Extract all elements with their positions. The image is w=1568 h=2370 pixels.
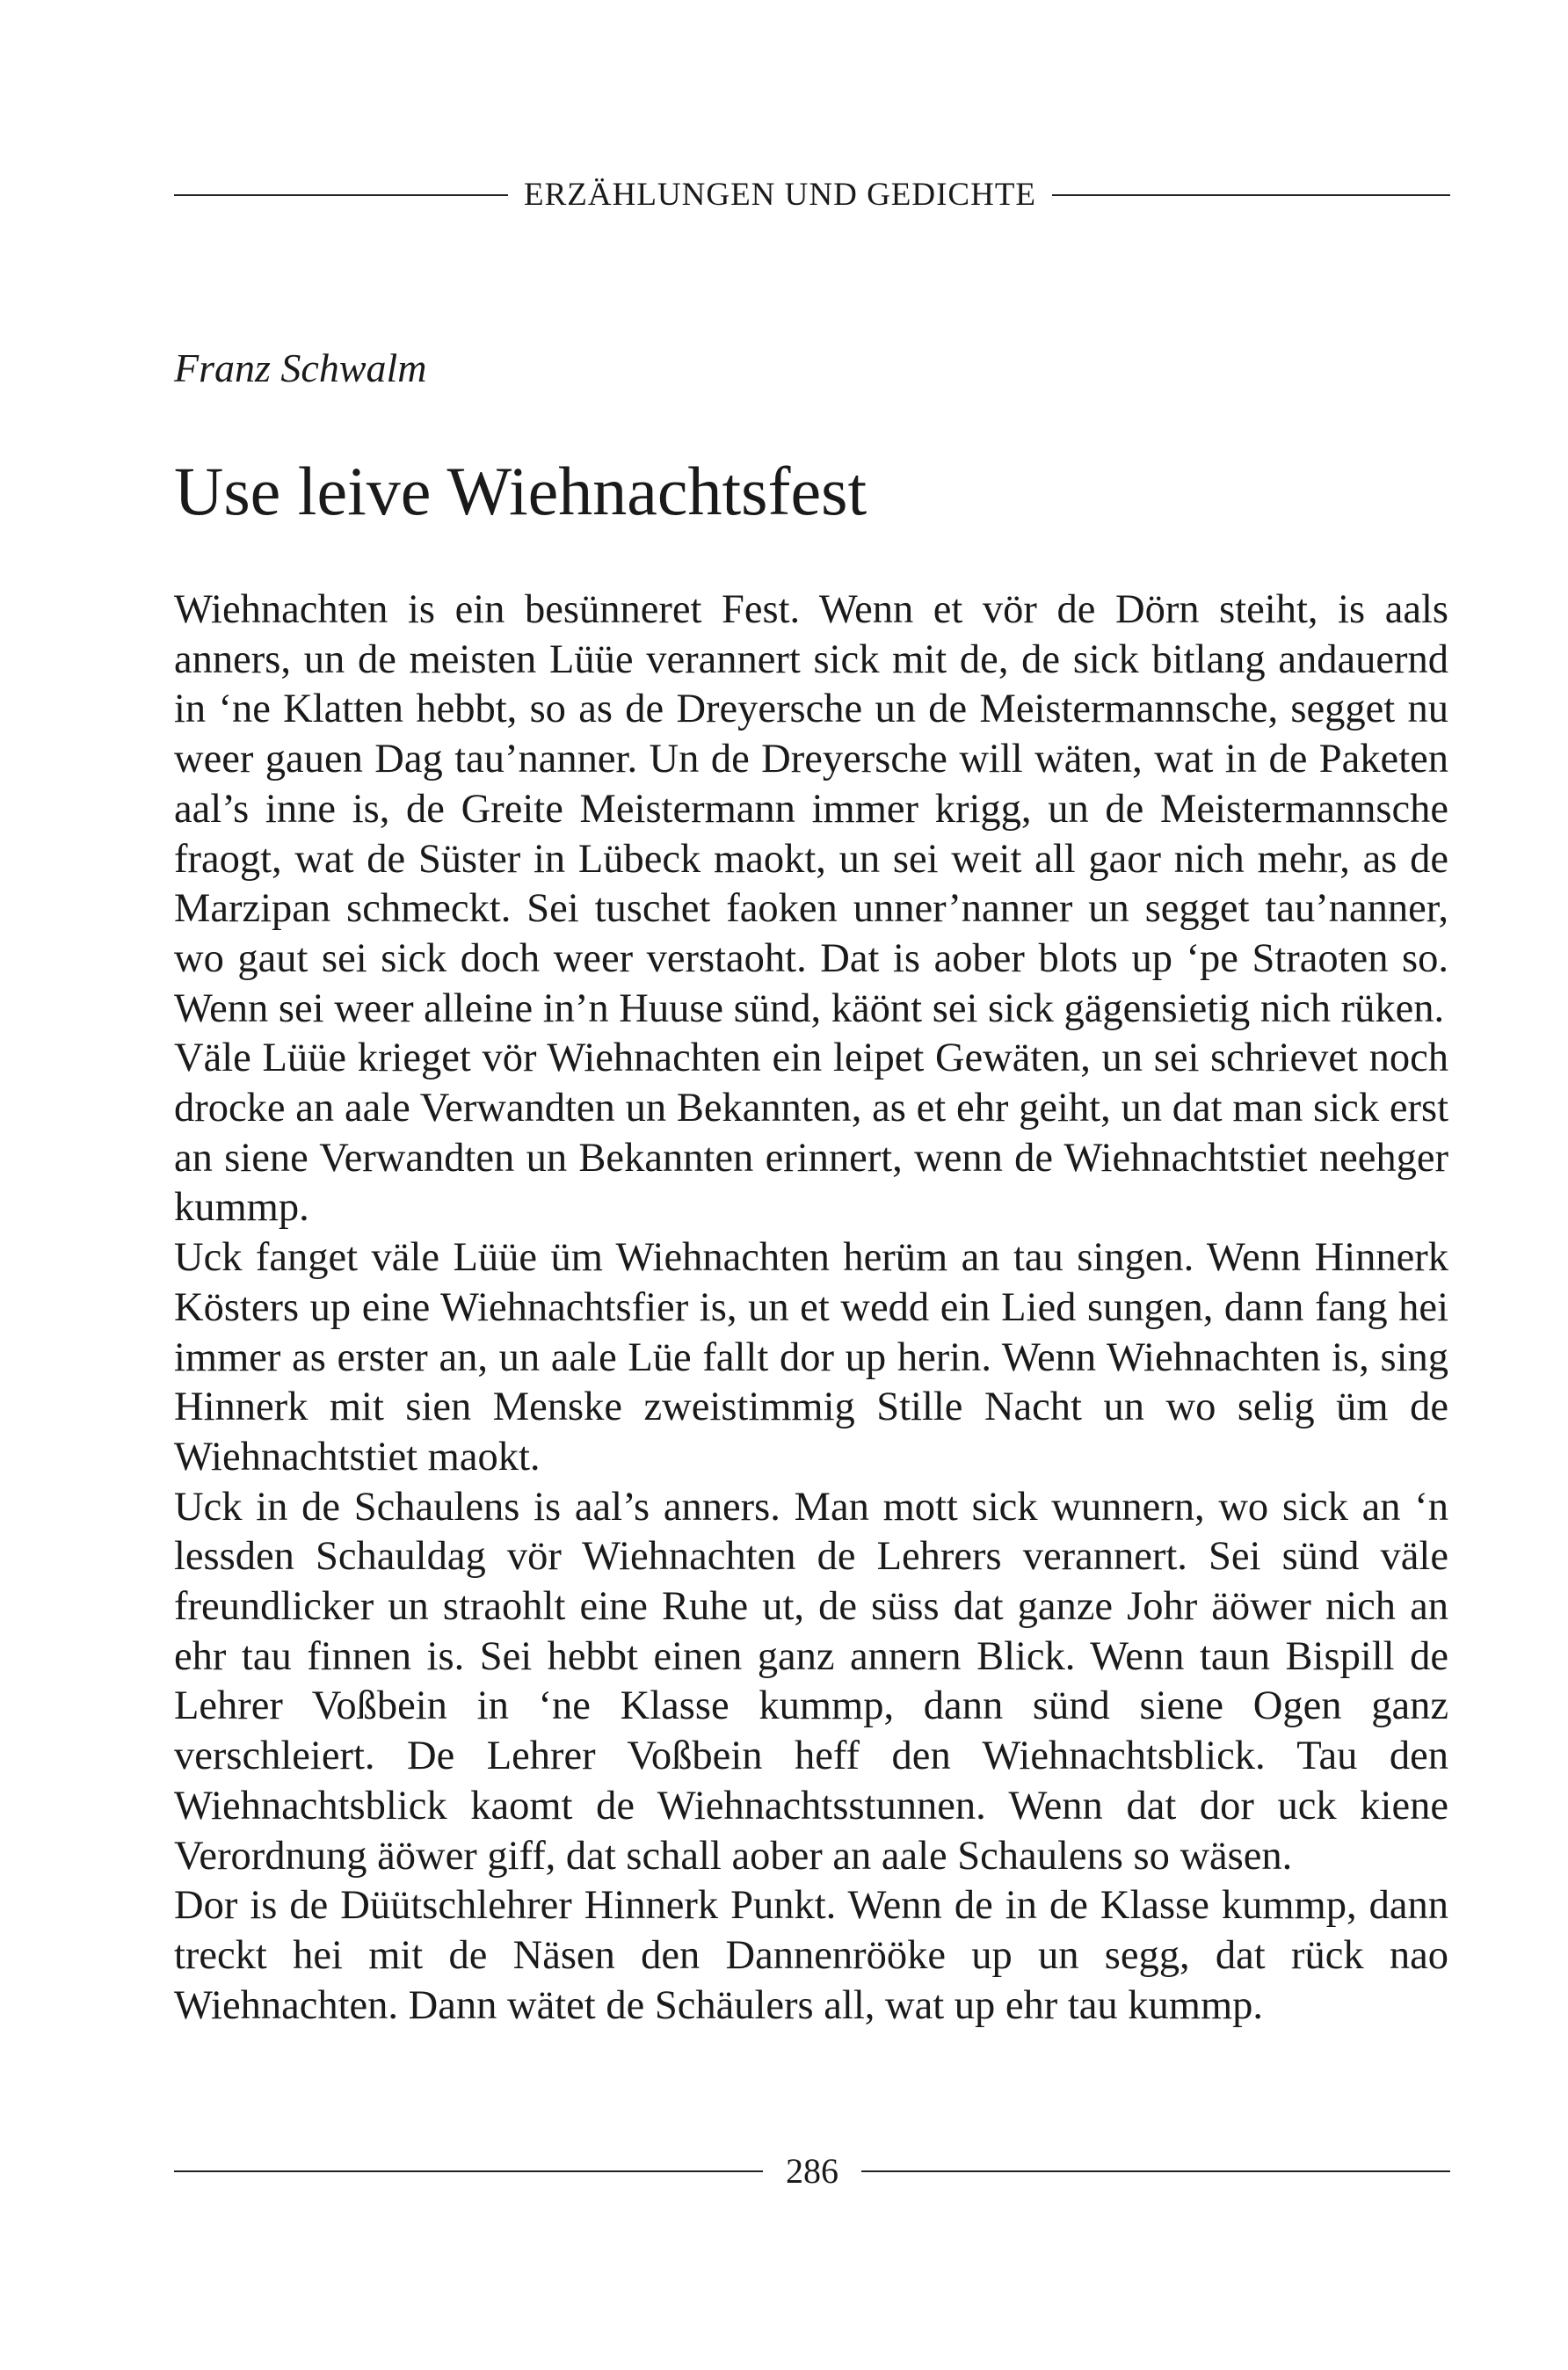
paragraph: Uck in de Schaulens is aal’s anners. Man mott sick wunnern, wo sick an ‘n lessden Schauldag vör Wiehnachten de Lehrers verannert. Sei sünd väle freundlicker un straohlt eine Ruhe ut, de süss dat ganze Johr äöwer nich an ehr tau finnen is. Sei hebbt einen ganz annern Blick. Wenn taun Bispill de Lehrer Voßbein in ‘ne Klasse kummp, dann sünd siene Ogen ganz verschleiert. De Lehrer Voßbein heff den Wiehnachtsblick. Tau den Wiehnachtsblick kaomt de Wiehnachtsstunnen. Wenn dat dor uck kiene Verordnung äöwer giff, dat schall aober an aale Schaulens so wäsen.: [174, 1484, 1448, 1879]
article-title: Use leive Wiehnachtsfest: [174, 453, 867, 529]
header-rule-left: [174, 194, 508, 196]
paragraph: Väle Lüüe krieget vör Wiehnachten ein leipet Gewäten, un sei schrievet noch drocke an aale Verwandten un Bekannten, as et ehr geiht, un dat man sick erst an siene Verwandten un Bekannten erinnert, wenn de Wiehnachtstiet neehger kummp.: [174, 1036, 1448, 1231]
footer-rule-left: [174, 2170, 763, 2172]
author-name: Franz Schwalm: [174, 345, 427, 390]
page-footer: [174, 2150, 1450, 2192]
running-title: ERZÄHLUNGEN UND GEDICHTE: [524, 177, 1037, 213]
article-body: [174, 585, 1448, 2031]
paragraph: Dor is de Düütschlehrer Hinnerk Punkt. Wenn de in de Klasse kummp, dann treckt hei mit de Näsen den Dannenrööke up un segg, dat rück nao Wiehnachten. Dann wätet de Schäulers all, wat up ehr tau kummp.: [174, 1883, 1448, 2028]
running-header: [174, 176, 1450, 214]
paragraph: Wiehnachten is ein besünneret Fest. Wenn et vör de Dörn steiht, is aals anners, un de meisten Lüüe verannert sick mit de, de sick bitlang andauernd in ‘ne Klatten hebbt, so as de Dreyersche un de Meistermannsche, segget nu weer gauen Dag tau’nanner. Un de Dreyersche will wäten, wat in de Paketen aal’s inne is, de Greite Meistermann immer krigg, un de Meistermannsche fraogt, wat de Süster in Lübeck maokt, un sei weit all gaor nich mehr, as de Marzipan schmeckt. Sei tuschet faoken unner’nanner un segget tau’nanner, wo gaut sei sick doch weer verstaoht. Dat is aober blots up ‘pe Straoten so. Wenn sei weer alleine in’n Huuse sünd, käönt sei sick gägensietig nich rüken.: [174, 587, 1448, 1031]
footer-rule-right: [861, 2170, 1450, 2172]
page-number: 286: [786, 2151, 838, 2191]
paragraph: Uck fanget väle Lüüe üm Wiehnachten herüm an tau singen. Wenn Hinnerk Kösters up eine Wiehnachtsfier is, un et wedd ein Lied sungen, dann fang hei immer as erster an, un aale Lüe fallt dor up herin. Wenn Wiehnachten is, sing Hinnerk mit sien Menske zweistimmig Stille Nacht un wo selig üm de Wiehnachtstiet maokt.: [174, 1235, 1448, 1479]
header-rule-right: [1052, 194, 1450, 196]
